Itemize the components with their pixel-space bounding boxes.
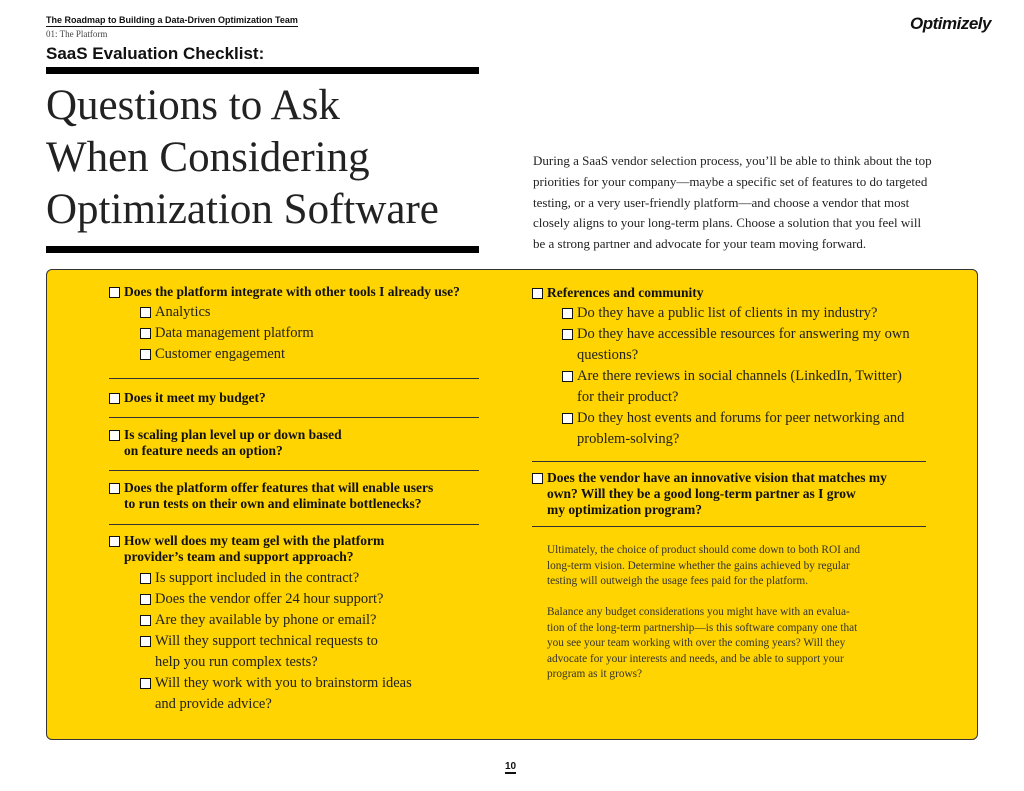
checklist-item-text: help you run complex tests?: [155, 654, 318, 670]
divider-line: [109, 470, 479, 471]
question-text: to run tests on their own and eliminate bottlenecks?: [124, 496, 422, 511]
checkbox[interactable]: [109, 483, 120, 494]
question-text: How well does my team gel with the platform: [124, 533, 385, 548]
question-text: References and community: [547, 285, 704, 300]
divider-bar: [46, 67, 479, 74]
checkbox[interactable]: [140, 328, 151, 339]
closing-paragraph: testing will outweigh the usage fees paid for the platform.: [547, 575, 809, 588]
question-text: Does the vendor have an innovative vision that matches my: [547, 470, 887, 485]
checklist-item-text: Does the vendor offer 24 hour support?: [155, 591, 384, 607]
divider-line: [109, 524, 479, 525]
headline: [46, 80, 439, 236]
closing-paragraph: Balance any budget considerations you might have with an evalua-: [547, 606, 850, 618]
question-text: Does it meet my budget?: [124, 390, 266, 405]
checklist-item-text: Is support included in the contract?: [155, 570, 360, 586]
checkbox[interactable]: [562, 329, 573, 340]
closing-paragraph: tion of the long-term partnership—is this software company one that: [547, 621, 858, 634]
question-text: Is scaling plan level up or down based: [124, 427, 342, 442]
checklist-item-text: and provide advice?: [155, 696, 272, 712]
subhead: SaaS Evaluation Checklist:: [46, 44, 265, 63]
checkbox[interactable]: [140, 349, 151, 360]
question-text: Does the platform offer features that will enable users: [124, 480, 434, 495]
checkbox[interactable]: [532, 473, 543, 484]
checkbox[interactable]: [562, 413, 573, 424]
document-title: The Roadmap to Building a Data-Driven Optimization Team: [46, 15, 298, 25]
checklist-item-text: Data management platform: [155, 325, 314, 341]
question-text: provider’s team and support approach?: [124, 549, 354, 564]
checkbox[interactable]: [140, 307, 151, 318]
checklist-item-text: Are they available by phone or email?: [155, 612, 377, 628]
checkbox[interactable]: [109, 430, 120, 441]
checkbox[interactable]: [140, 573, 151, 584]
checklist-item-text: Do they host events and forums for peer networking and: [577, 410, 905, 426]
question-text: own? Will they be a good long-term partner as I grow: [547, 486, 856, 501]
checklist-item-text: questions?: [577, 347, 639, 363]
checkbox[interactable]: [109, 393, 120, 404]
closing-paragraph: Ultimately, the choice of product should come down to both ROI and: [547, 544, 861, 556]
headline-line: Questions to Ask: [46, 82, 340, 129]
divider-line: [532, 526, 926, 527]
checklist-item-text: Are there reviews in social channels (LinkedIn, Twitter): [577, 368, 902, 384]
page-number: 10: [505, 761, 517, 772]
checkbox[interactable]: [140, 678, 151, 689]
closing-paragraph: long-term vision. Determine whether the gains achieved by regular: [547, 559, 850, 572]
closing-paragraph: program as it grows?: [547, 668, 643, 681]
section-label: 01: The Platform: [46, 29, 108, 39]
checklist-item-text: problem-solving?: [577, 431, 680, 447]
checkbox[interactable]: [140, 594, 151, 605]
checkbox[interactable]: [140, 636, 151, 647]
checkbox[interactable]: [140, 615, 151, 626]
closing-paragraph: you see your team working with over the coming years? Will they: [547, 637, 846, 650]
question-text: on feature needs an option?: [124, 443, 283, 458]
checklist-item-text: for their product?: [577, 389, 679, 405]
divider-line: [532, 461, 926, 462]
checklist-item-text: Do they have a public list of clients in my industry?: [577, 305, 878, 321]
checklist-item-text: Will they work with you to brainstorm ideas: [155, 675, 412, 691]
closing-paragraph: advocate for your interests and needs, and be able to support your: [547, 652, 844, 665]
checkbox[interactable]: [109, 536, 120, 547]
checkbox[interactable]: [109, 287, 120, 298]
checkbox[interactable]: [562, 308, 573, 319]
divider-line: [109, 378, 479, 379]
question-text: my optimization program?: [547, 502, 702, 517]
headline-line: Optimization Software: [46, 186, 439, 233]
checklist-item-text: Customer engagement: [155, 346, 286, 362]
headline-line: When Considering: [46, 134, 370, 181]
checklist-item-text: Do they have accessible resources for answering my own: [577, 326, 910, 342]
optimizely-logo: Optimizely: [910, 14, 991, 33]
intro-paragraph: During a SaaS vendor selection process, you’ll be able to think about the top priorities for your company—maybe a specific set of features to do targeted testing, or a very user-friendly platform—and choose a vendor that most closely aligns to your long-term plans. Choose a solution that you feel will be a strong partner and advocate for your team moving forward.: [533, 153, 932, 252]
checklist-item-text: Will they support technical requests to: [155, 633, 378, 649]
divider-line: [109, 417, 479, 418]
checkbox[interactable]: [562, 371, 573, 382]
checkbox[interactable]: [532, 288, 543, 299]
checklist-item-text: Analytics: [155, 304, 211, 320]
divider-bar: [46, 246, 479, 253]
question-text: Does the platform integrate with other tools I already use?: [124, 284, 460, 299]
